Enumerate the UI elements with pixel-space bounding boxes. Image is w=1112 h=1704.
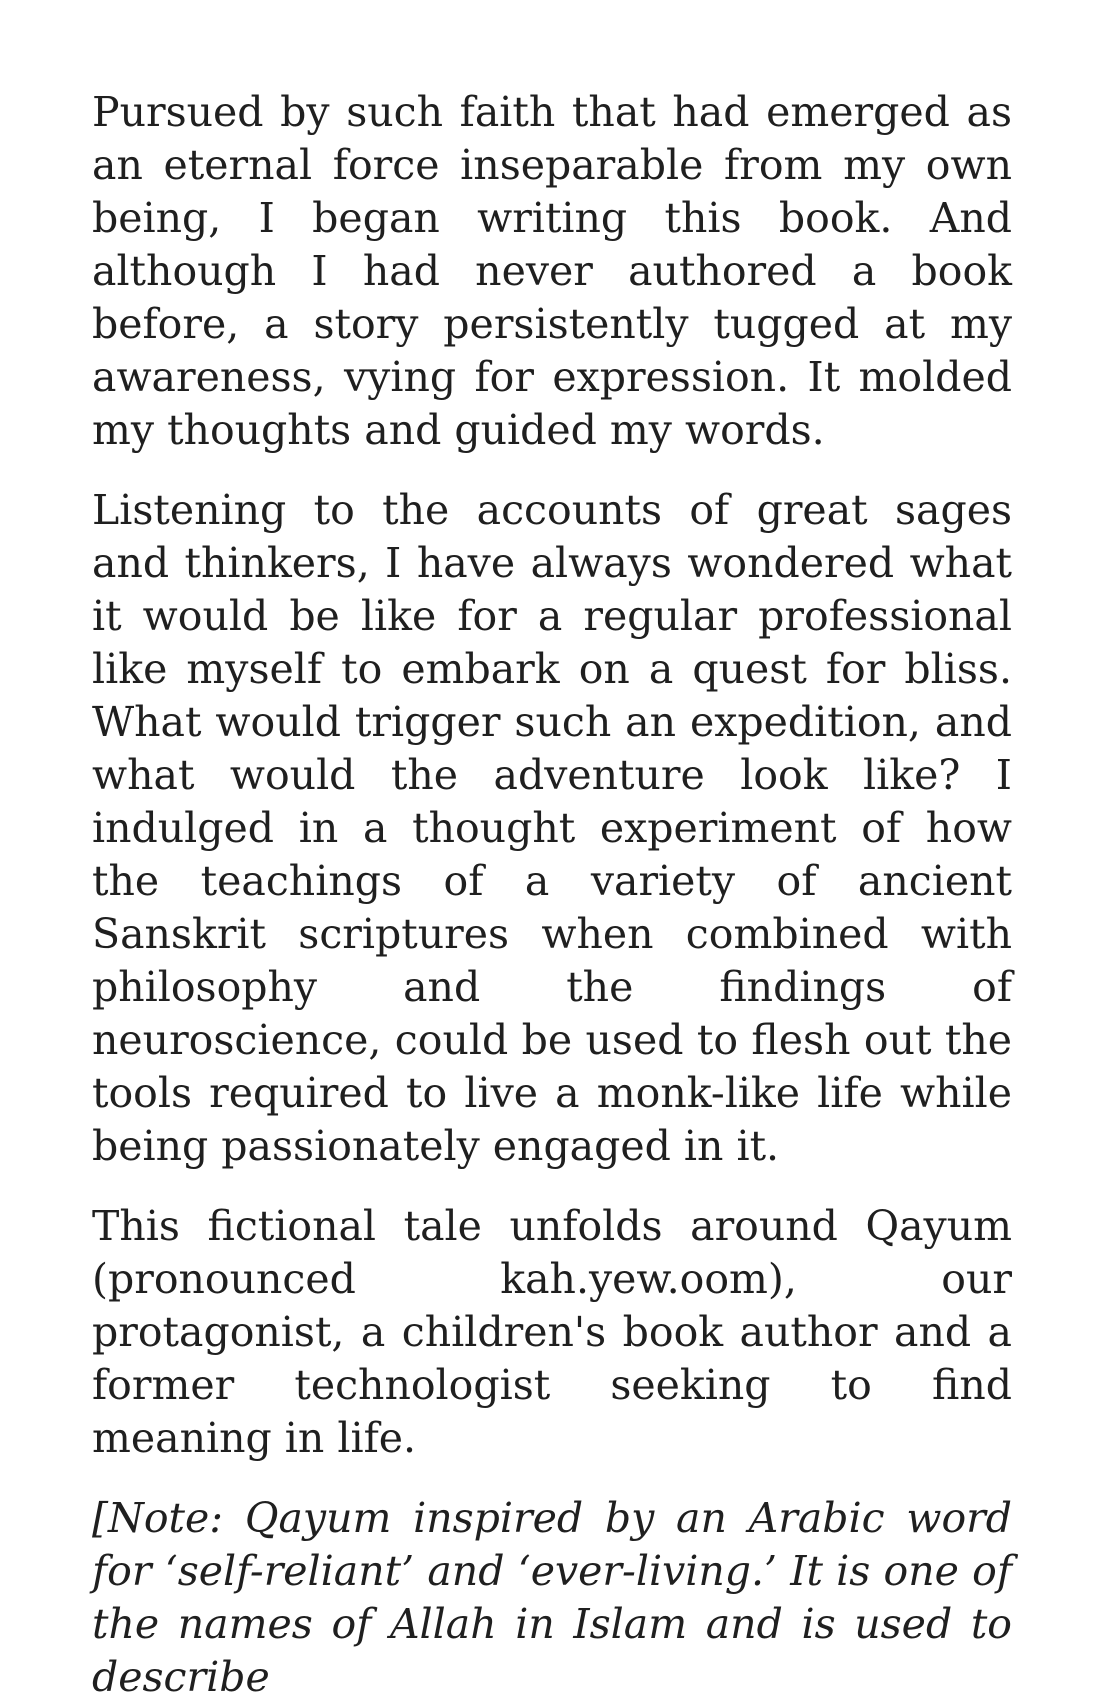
paragraph-faith: Pursued by such faith that had emerged as an eternal force inseparable from my own being, I began writing this book. And although I had never authored a book before, a story persistently tugged at my awareness, vying for expression. It molded my thoughts and guided my words. [92, 88, 1012, 454]
page-body [92, 86, 1012, 1704]
paragraph-sages: Listening to the accounts of great sages and thinkers, I have always wondered what it would be like for a regular professional like myself to embark on a quest for bliss. What would trigger such an expedition, and what would the adventure look like? I indulged in a thought experiment of how the teachings of a variety of ancient Sanskrit scriptures when combined with philosophy and the findings of neuroscience, could be used to flesh out the tools required to live a monk-like life while being passionately engaged in it. [92, 486, 1012, 1170]
paragraph-qayum: This fictional tale unfolds around Qayum (pronounced kah.yew.oom), our protagonist, a children's book author and a former technologist seeking to find meaning in life. [92, 1202, 1012, 1462]
note-paragraph: [Note: Qayum inspired by an Arabic word for ‘self-reliant’ and ‘ever-living.’ It is one of the names of Allah in Islam and is used to describe [92, 1494, 1012, 1701]
